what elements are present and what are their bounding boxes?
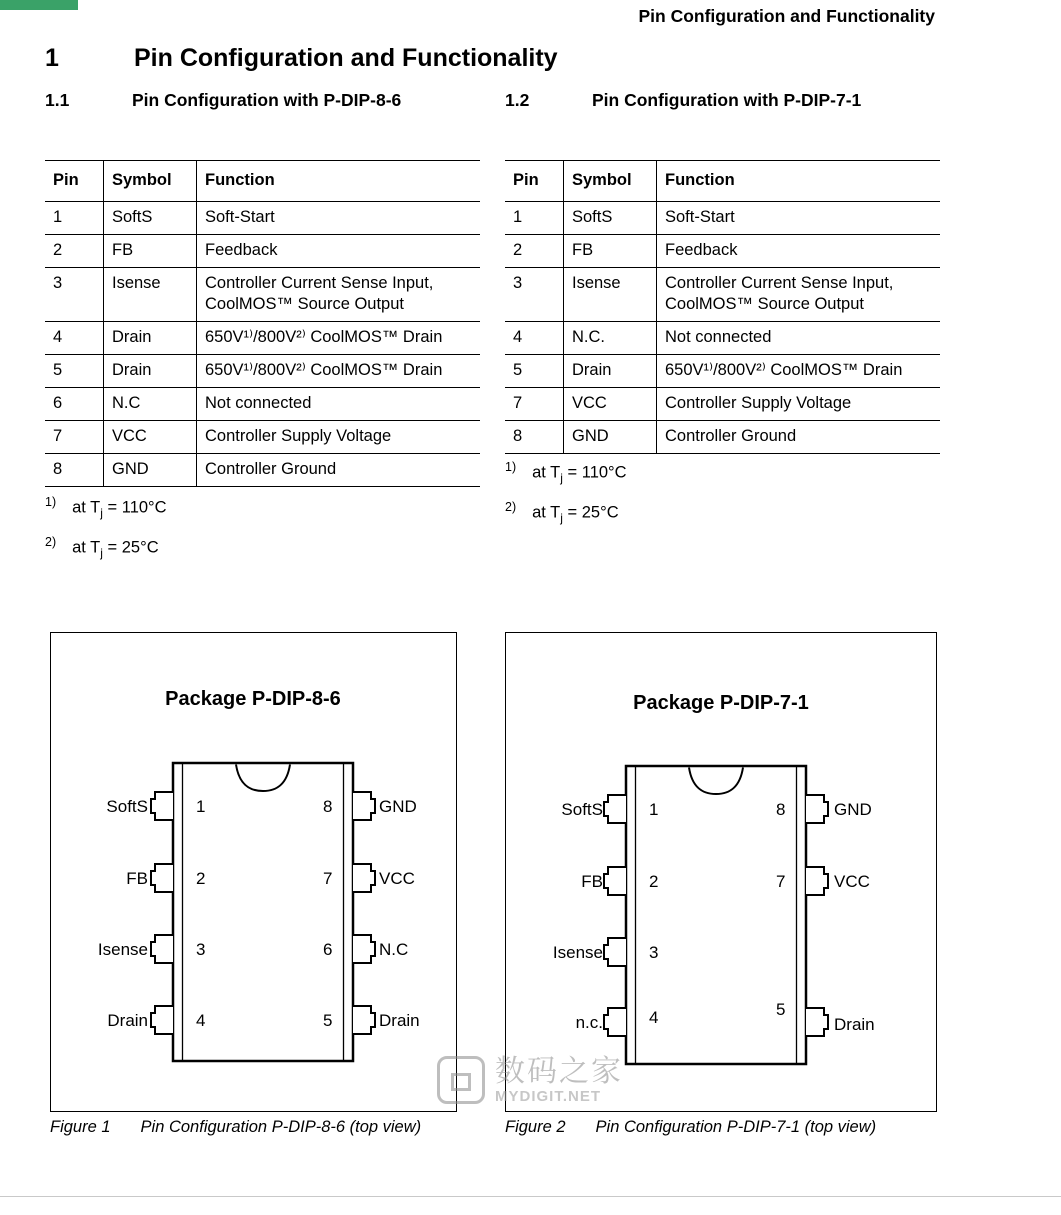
table-row [505,420,940,453]
pin-shape [806,867,828,895]
col-header-symbol: Symbol [104,161,197,202]
pin-number: 3 [196,940,206,959]
subsection-title: Pin Configuration with P-DIP-7-1 [592,90,862,110]
figure-caption-text: Pin Configuration P-DIP-8-6 (top view) [140,1118,422,1136]
footnote [45,535,159,560]
pin-shape [604,938,626,966]
table-row [45,201,480,234]
cell-function: Not connected [657,321,941,354]
watermark [437,1056,623,1105]
footnote-marker: 1) [505,460,517,474]
cell-function: 650V¹⁾/800V²⁾ CoolMOS™ Drain [197,354,481,387]
pin-number: 6 [323,940,333,959]
pin-number: 7 [323,869,333,888]
running-header: Pin Configuration and Functionality [638,6,935,26]
col-header-symbol: Symbol [564,161,657,202]
cell-symbol: N.C. [564,321,657,354]
cell-symbol: FB [564,234,657,267]
cell-function: 650V¹⁾/800V²⁾ CoolMOS™ Drain [197,321,481,354]
section-heading [45,44,558,73]
cell-function: Feedback [657,234,941,267]
cell-pin: 3 [505,267,564,321]
cell-symbol: FB [104,234,197,267]
pin-label: FB [581,872,603,891]
col-header-pin: Pin [45,161,104,202]
footnote-marker: 2) [505,500,517,514]
footnote [45,495,167,520]
pin-label: GND [834,800,872,819]
table-row [505,201,940,234]
pin-number: 4 [649,1008,659,1027]
pin-table-pdip-8-6 [45,160,480,487]
watermark-texts [495,1056,623,1105]
pin-label: SoftS [106,797,148,816]
pin-label: GND [379,797,417,816]
subsection-heading-1-2 [505,90,861,111]
pin-number: 2 [196,869,206,888]
footnote-marker: 1) [45,495,57,509]
cell-pin: 5 [45,354,104,387]
cell-symbol: SoftS [564,201,657,234]
figure-caption-text: Pin Configuration P-DIP-7-1 (top view) [595,1118,877,1136]
pin-label: SoftS [561,800,603,819]
cell-pin: 8 [45,453,104,486]
table-row [45,354,480,387]
cell-pin: 1 [45,201,104,234]
cell-pin: 7 [45,420,104,453]
footnote-text: = 25°C [562,503,619,522]
pin-shape [151,792,173,820]
footnote-text: at T [532,503,561,522]
section-number: 1 [45,44,59,72]
pin-label: FB [126,869,148,888]
figure2-package-title: Package P-DIP-7-1 [633,692,809,714]
cell-symbol: N.C [104,387,197,420]
cell-pin: 4 [45,321,104,354]
pin-shape [353,792,375,820]
cell-symbol: Isense [104,267,197,321]
footnote [505,460,627,485]
pin-table-pdip-7-1 [505,160,940,454]
cell-function: Feedback [197,234,481,267]
cell-function: Soft-Start [197,201,481,234]
footnote-subscript: j [560,510,563,525]
pin-label: Isense [97,940,148,959]
pin-shape [353,864,375,892]
pin-number: 8 [323,797,333,816]
table-header-row [505,161,940,202]
cell-pin: 6 [45,387,104,420]
cell-function: Controller Current Sense Input, CoolMOS™ Source Output [197,267,481,321]
figure2-caption [505,1118,876,1137]
pin-number: 3 [649,943,659,962]
footnote-text: = 110°C [562,463,627,482]
pin-label: Drain [379,1011,420,1030]
pin-number: 5 [776,1000,786,1019]
pin-shape [604,867,626,895]
cell-function: 650V¹⁾/800V²⁾ CoolMOS™ Drain [657,354,941,387]
cell-function: Controller Ground [197,453,481,486]
cell-symbol: GND [564,420,657,453]
pin-shape [604,795,626,823]
footnote-text: at T [72,498,101,517]
watermark-logo-icon [437,1056,485,1104]
table-row [505,321,940,354]
col-header-function: Function [657,161,941,202]
col-header-function: Function [197,161,481,202]
cell-function: Soft-Start [657,201,941,234]
footnote-subscript: j [560,470,563,485]
cell-pin: 2 [505,234,564,267]
figure1-package-title: Package P-DIP-8-6 [165,688,341,710]
cell-function: Controller Supply Voltage [657,387,941,420]
subsection-heading-1-1 [45,90,401,111]
subsection-title: Pin Configuration with P-DIP-8-6 [132,90,402,110]
table-row [45,420,480,453]
cell-pin: 5 [505,354,564,387]
pin-shape [151,1006,173,1034]
pin-label: Drain [107,1011,148,1030]
cell-pin: 8 [505,420,564,453]
cell-pin: 3 [45,267,104,321]
figure-caption-label: Figure 1 [50,1118,111,1136]
watermark-chinese-text: 数码之家 [495,1055,623,1088]
table-header-row [45,161,480,202]
figure1-caption [50,1118,421,1137]
pin-number: 7 [776,872,786,891]
section-title: Pin Configuration and Functionality [134,44,558,72]
footnote-subscript: j [100,545,103,560]
table-row [45,267,480,321]
cell-symbol: Drain [104,354,197,387]
pin-label: N.C [379,940,409,959]
cell-pin: 1 [505,201,564,234]
table-row [45,321,480,354]
table-row [45,234,480,267]
footnote-subscript: j [100,505,103,520]
pin-shape [806,1008,828,1036]
pin-number: 8 [776,800,786,819]
pin-number: 5 [323,1011,333,1030]
table-row [505,354,940,387]
pin-shape [151,935,173,963]
table-row [45,453,480,486]
footnote-text: = 25°C [102,538,159,557]
footnote [505,500,619,525]
page-bottom-rule [0,1196,1061,1197]
pin-shape [353,1006,375,1034]
footnote-text: at T [72,538,101,557]
cell-symbol: VCC [564,387,657,420]
pin-number: 2 [649,872,659,891]
pin-number: 1 [649,800,659,819]
pin-number: 1 [196,797,206,816]
pin-label: VCC [834,872,870,891]
cell-symbol: Drain [564,354,657,387]
cell-symbol: VCC [104,420,197,453]
subsection-number: 1.1 [45,90,70,110]
table-row [45,387,480,420]
figure2-box [505,632,937,1112]
figure2-diagram [506,633,936,1111]
cell-pin: 4 [505,321,564,354]
cell-function: Not connected [197,387,481,420]
cell-symbol: GND [104,453,197,486]
pin-number: 4 [196,1011,206,1030]
table-row [505,267,940,321]
green-tab [0,0,78,10]
footnote-text: at T [532,463,561,482]
figure-caption-label: Figure 2 [505,1118,566,1136]
figure1-box [50,632,457,1112]
subsection-number: 1.2 [505,90,530,110]
pin-shape [604,1008,626,1036]
watermark-site-text: MYDIGIT.NET [495,1087,602,1105]
pin-label: Drain [834,1015,875,1034]
pin-shape [353,935,375,963]
cell-symbol: SoftS [104,201,197,234]
pin-shape [806,795,828,823]
footnote-marker: 2) [45,535,57,549]
cell-pin: 2 [45,234,104,267]
cell-symbol: Drain [104,321,197,354]
pin-shape [151,864,173,892]
pin-label: VCC [379,869,415,888]
cell-pin: 7 [505,387,564,420]
footnote-text: = 110°C [102,498,167,517]
table-row [505,234,940,267]
figure1-diagram [51,633,456,1111]
cell-symbol: Isense [564,267,657,321]
pin-label: Isense [552,943,603,962]
cell-function: Controller Supply Voltage [197,420,481,453]
watermark-logo-inner [451,1073,471,1091]
pin-label: n.c. [575,1013,603,1032]
cell-function: Controller Current Sense Input, CoolMOS™ Source Output [657,267,941,321]
cell-function: Controller Ground [657,420,941,453]
table-row [505,387,940,420]
col-header-pin: Pin [505,161,564,202]
